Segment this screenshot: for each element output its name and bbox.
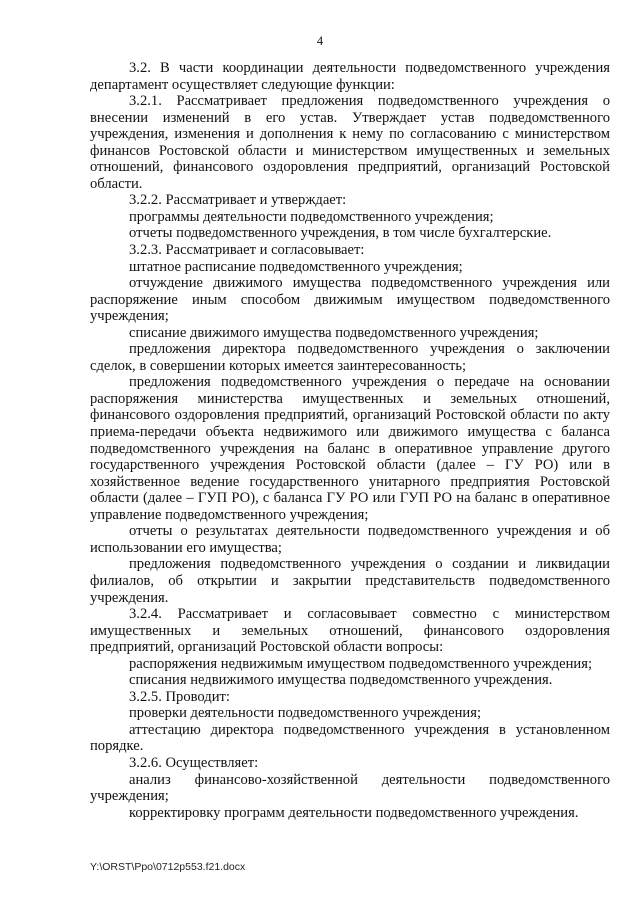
- file-path-footer: Y:\ORST\Ppo\0712p553.f21.docx: [90, 861, 246, 873]
- paragraph-3-2-6: 3.2.6. Осуществляет:: [129, 754, 259, 771]
- list-item-certification: аттестацию директора подведомственного учреждения в установленном порядке.: [90, 721, 610, 755]
- list-item-alienation: отчуждение движимого имущества подведомственного учреждения или распоряжение иным способом движимым имуществом подведомственного учреждения;: [90, 275, 610, 325]
- paragraph-3-2-3: 3.2.3. Рассматривает и согласовывает:: [129, 242, 365, 259]
- list-item-transfer-proposals: предложения подведомственного учреждения о передаче на основании распоряжения министерства имущественных и земельных отношений, финансового оздоровления предприятий, организаций Ростовской области по акту приема-передачи объекта недвижимого или движимого имущества с баланса подведомственного учреждения на баланс в оперативное управление другого государственного учреждения Ростовской области (далее – ГУ РО) или в хозяйственное ведение государственного унитарного предприятия Ростовской области (далее – ГУП РО), с баланса ГУ РО или ГУП РО на баланс в оперативное управление подведомственного учреждения;: [90, 374, 610, 523]
- paragraph-3-2-2: 3.2.2. Рассматривает и утверждает:: [129, 192, 347, 209]
- list-item-activity-reports: отчеты о результатах деятельности подведомственного учреждения и об использовании его имущества;: [90, 523, 610, 556]
- list-item-real-estate-write-off: списания недвижимого имущества подведомственного учреждения.: [129, 672, 553, 689]
- list-item-real-estate-disposal: распоряжения недвижимым имуществом подведомственного учреждения;: [129, 655, 593, 672]
- list-item-branches: предложения подведомственного учреждения о создании и ликвидации филиалов, об открытии и закрытии представительств подведомственного учреждения.: [90, 556, 610, 606]
- document-body: [90, 60, 610, 821]
- list-item-write-off-movable: списание движимого имущества подведомственного учреждения;: [129, 324, 539, 341]
- paragraph-3-2-1: 3.2.1. Рассматривает предложения подведомственного учреждения о внесении изменений в его устав. Утверждает устав подведомственного учреждения, изменения и дополнения к нему по согласованию с министерством финансов Ростовской области и министерством имущественных и земельных отношений, финансового оздоровления предприятий, организаций Ростовской области.: [90, 93, 610, 192]
- list-item-inspections: проверки деятельности подведомственного учреждения;: [129, 705, 482, 722]
- paragraph-3-2: 3.2. В части координации деятельности подведомственного учреждения департамент осуществляет следующие функции:: [90, 60, 610, 93]
- list-item-programs: программы деятельности подведомственного учреждения;: [129, 208, 494, 225]
- paragraph-3-2-4: 3.2.4. Рассматривает и согласовывает совместно с министерством имущественных и земельных отношений, финансового оздоровления предприятий, организаций Ростовской области вопросы:: [90, 606, 610, 656]
- page-number: 4: [316, 34, 324, 48]
- paragraph-3-2-5: 3.2.5. Проводит:: [129, 688, 230, 705]
- list-item-reports: отчеты подведомственного учреждения, в том числе бухгалтерские.: [129, 225, 552, 242]
- list-item-interested-deals: предложения директора подведомственного учреждения о заключении сделок, в совершении которых имеется заинтересованность;: [90, 341, 610, 374]
- list-item-staffing: штатное расписание подведомственного учреждения;: [129, 258, 463, 275]
- list-item-program-correction: корректировку программ деятельности подведомственного учреждения.: [129, 804, 579, 821]
- list-item-analysis: анализ финансово-хозяйственной деятельности подведомственного учреждения;: [90, 771, 610, 805]
